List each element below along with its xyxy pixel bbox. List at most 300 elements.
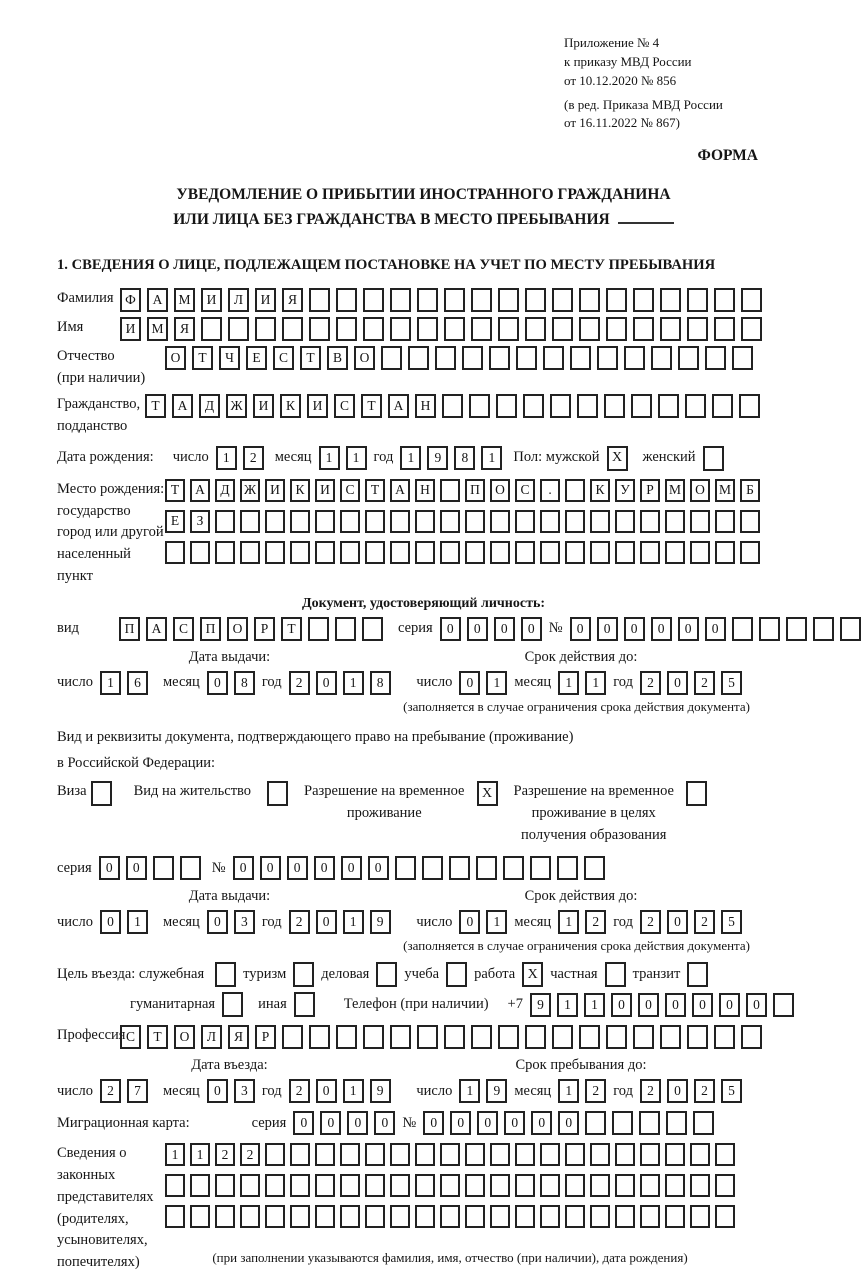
char-box[interactable]: Я <box>282 288 303 312</box>
char-box[interactable]: О <box>227 617 248 641</box>
char-box[interactable] <box>240 510 260 533</box>
char-box[interactable] <box>365 510 385 533</box>
sex-male-checkbox[interactable]: X <box>607 446 628 471</box>
char-box[interactable]: 0 <box>100 910 121 934</box>
char-box[interactable] <box>408 346 429 370</box>
char-box[interactable] <box>525 1025 546 1049</box>
char-box[interactable] <box>515 510 535 533</box>
char-box[interactable] <box>444 1025 465 1049</box>
char-box[interactable] <box>615 1205 635 1228</box>
char-box[interactable] <box>685 394 706 418</box>
char-box[interactable] <box>590 1174 610 1197</box>
char-box[interactable] <box>215 510 235 533</box>
char-box[interactable] <box>590 1143 610 1166</box>
char-box[interactable] <box>579 317 600 341</box>
char-box[interactable] <box>265 510 285 533</box>
char-box[interactable] <box>471 1025 492 1049</box>
char-box[interactable]: 0 <box>316 671 337 695</box>
char-box[interactable] <box>615 510 635 533</box>
char-box[interactable] <box>633 317 654 341</box>
char-box[interactable] <box>240 541 260 564</box>
char-box[interactable]: 1 <box>216 446 237 470</box>
temp-residence-checkbox[interactable]: X <box>477 781 498 806</box>
char-box[interactable]: В <box>327 346 348 370</box>
char-box[interactable] <box>690 541 710 564</box>
char-box[interactable] <box>741 1025 762 1049</box>
char-box[interactable]: 2 <box>694 671 715 695</box>
char-box[interactable] <box>690 1143 710 1166</box>
char-box[interactable]: 1 <box>346 446 367 470</box>
char-box[interactable] <box>759 617 780 641</box>
char-box[interactable] <box>390 317 411 341</box>
char-box[interactable]: Т <box>145 394 166 418</box>
char-box[interactable] <box>490 510 510 533</box>
char-box[interactable]: Д <box>215 479 235 502</box>
char-box[interactable]: Ж <box>226 394 247 418</box>
char-box[interactable] <box>690 1174 710 1197</box>
char-box[interactable] <box>687 1025 708 1049</box>
visa-checkbox[interactable] <box>91 781 112 806</box>
char-box[interactable] <box>523 394 544 418</box>
char-box[interactable] <box>577 394 598 418</box>
purpose-transit-checkbox[interactable] <box>687 962 708 987</box>
char-box[interactable]: А <box>390 479 410 502</box>
char-box[interactable] <box>417 288 438 312</box>
char-box[interactable]: 2 <box>289 910 310 934</box>
char-box[interactable]: О <box>165 346 186 370</box>
char-box[interactable]: 1 <box>343 1079 364 1103</box>
char-box[interactable] <box>440 1143 460 1166</box>
char-box[interactable]: Н <box>415 479 435 502</box>
char-box[interactable] <box>606 317 627 341</box>
char-box[interactable]: 0 <box>611 993 632 1017</box>
purpose-official-checkbox[interactable] <box>215 962 236 987</box>
char-box[interactable] <box>440 1174 460 1197</box>
char-box[interactable] <box>739 394 760 418</box>
char-box[interactable] <box>565 510 585 533</box>
char-box[interactable] <box>540 1205 560 1228</box>
char-box[interactable]: 2 <box>243 446 264 470</box>
char-box[interactable] <box>515 1174 535 1197</box>
char-box[interactable] <box>715 1205 735 1228</box>
char-box[interactable] <box>471 288 492 312</box>
char-box[interactable] <box>651 346 672 370</box>
char-box[interactable] <box>435 346 456 370</box>
char-box[interactable] <box>584 856 605 880</box>
char-box[interactable]: А <box>146 617 167 641</box>
char-box[interactable] <box>449 856 470 880</box>
char-box[interactable]: Л <box>228 288 249 312</box>
char-box[interactable]: 0 <box>207 1079 228 1103</box>
char-box[interactable]: 6 <box>127 671 148 695</box>
char-box[interactable]: Т <box>165 479 185 502</box>
char-box[interactable] <box>515 541 535 564</box>
char-box[interactable]: И <box>307 394 328 418</box>
char-box[interactable] <box>732 346 753 370</box>
char-box[interactable] <box>624 346 645 370</box>
char-box[interactable] <box>715 1143 735 1166</box>
char-box[interactable] <box>265 1205 285 1228</box>
char-box[interactable]: 0 <box>719 993 740 1017</box>
char-box[interactable]: 0 <box>678 617 699 641</box>
char-box[interactable] <box>390 1205 410 1228</box>
char-box[interactable] <box>740 510 760 533</box>
char-box[interactable] <box>570 346 591 370</box>
char-box[interactable]: 0 <box>347 1111 368 1135</box>
char-box[interactable]: 1 <box>558 1079 579 1103</box>
char-box[interactable] <box>786 617 807 641</box>
char-box[interactable] <box>290 1143 310 1166</box>
char-box[interactable]: 3 <box>234 910 255 934</box>
char-box[interactable] <box>705 346 726 370</box>
char-box[interactable]: 0 <box>504 1111 525 1135</box>
char-box[interactable]: 0 <box>477 1111 498 1135</box>
char-box[interactable]: 0 <box>651 617 672 641</box>
char-box[interactable]: 9 <box>427 446 448 470</box>
char-box[interactable] <box>290 1205 310 1228</box>
char-box[interactable] <box>640 541 660 564</box>
char-box[interactable] <box>282 1025 303 1049</box>
char-box[interactable]: М <box>147 317 168 341</box>
char-box[interactable] <box>490 1174 510 1197</box>
char-box[interactable] <box>336 1025 357 1049</box>
char-box[interactable] <box>489 346 510 370</box>
char-box[interactable]: 0 <box>667 910 688 934</box>
char-box[interactable]: 0 <box>320 1111 341 1135</box>
char-box[interactable]: 9 <box>370 910 391 934</box>
char-box[interactable]: 0 <box>341 856 362 880</box>
char-box[interactable] <box>540 510 560 533</box>
char-box[interactable]: 0 <box>368 856 389 880</box>
char-box[interactable]: О <box>174 1025 195 1049</box>
char-box[interactable] <box>665 1143 685 1166</box>
char-box[interactable] <box>390 510 410 533</box>
char-box[interactable]: 0 <box>316 1079 337 1103</box>
char-box[interactable] <box>579 288 600 312</box>
char-box[interactable] <box>666 1111 687 1135</box>
char-box[interactable]: И <box>315 479 335 502</box>
char-box[interactable]: 0 <box>705 617 726 641</box>
char-box[interactable]: А <box>388 394 409 418</box>
char-box[interactable] <box>442 394 463 418</box>
char-box[interactable] <box>362 617 383 641</box>
char-box[interactable]: 0 <box>287 856 308 880</box>
char-box[interactable]: 0 <box>207 671 228 695</box>
char-box[interactable] <box>390 1025 411 1049</box>
char-box[interactable] <box>660 1025 681 1049</box>
char-box[interactable] <box>714 317 735 341</box>
char-box[interactable] <box>381 346 402 370</box>
char-box[interactable] <box>690 1205 710 1228</box>
char-box[interactable] <box>687 288 708 312</box>
char-box[interactable]: 2 <box>640 910 661 934</box>
char-box[interactable] <box>365 541 385 564</box>
char-box[interactable] <box>190 1174 210 1197</box>
char-box[interactable]: Ч <box>219 346 240 370</box>
char-box[interactable]: М <box>665 479 685 502</box>
char-box[interactable] <box>741 317 762 341</box>
char-box[interactable] <box>540 1143 560 1166</box>
char-box[interactable]: 2 <box>640 1079 661 1103</box>
purpose-private-checkbox[interactable] <box>605 962 626 987</box>
char-box[interactable]: 0 <box>521 617 542 641</box>
char-box[interactable] <box>390 1174 410 1197</box>
char-box[interactable] <box>665 1205 685 1228</box>
char-box[interactable]: 0 <box>423 1111 444 1135</box>
char-box[interactable] <box>395 856 416 880</box>
char-box[interactable]: 0 <box>99 856 120 880</box>
char-box[interactable] <box>440 479 460 502</box>
char-box[interactable] <box>715 541 735 564</box>
char-box[interactable]: Д <box>199 394 220 418</box>
char-box[interactable]: 1 <box>481 446 502 470</box>
char-box[interactable]: 0 <box>665 993 686 1017</box>
char-box[interactable]: И <box>265 479 285 502</box>
char-box[interactable]: 1 <box>319 446 340 470</box>
char-box[interactable]: 1 <box>486 671 507 695</box>
char-box[interactable] <box>615 1143 635 1166</box>
char-box[interactable] <box>585 1111 606 1135</box>
char-box[interactable]: Я <box>174 317 195 341</box>
char-box[interactable]: Я <box>228 1025 249 1049</box>
temp-residence-edu-checkbox[interactable] <box>686 781 707 806</box>
char-box[interactable]: 0 <box>459 671 480 695</box>
char-box[interactable]: А <box>172 394 193 418</box>
char-box[interactable] <box>543 346 564 370</box>
char-box[interactable] <box>390 1143 410 1166</box>
char-box[interactable]: 1 <box>343 910 364 934</box>
char-box[interactable]: 2 <box>240 1143 260 1166</box>
char-box[interactable] <box>665 510 685 533</box>
char-box[interactable]: . <box>540 479 560 502</box>
char-box[interactable] <box>840 617 861 641</box>
char-box[interactable]: 0 <box>314 856 335 880</box>
char-box[interactable]: 0 <box>440 617 461 641</box>
char-box[interactable]: 0 <box>316 910 337 934</box>
char-box[interactable] <box>309 288 330 312</box>
char-box[interactable] <box>365 1174 385 1197</box>
char-box[interactable] <box>490 541 510 564</box>
char-box[interactable] <box>640 1174 660 1197</box>
char-box[interactable] <box>490 1143 510 1166</box>
char-box[interactable] <box>180 856 201 880</box>
char-box[interactable]: З <box>190 510 210 533</box>
char-box[interactable] <box>604 394 625 418</box>
char-box[interactable]: 0 <box>558 1111 579 1135</box>
char-box[interactable]: К <box>280 394 301 418</box>
char-box[interactable]: Т <box>300 346 321 370</box>
char-box[interactable] <box>732 617 753 641</box>
char-box[interactable] <box>498 1025 519 1049</box>
char-box[interactable]: Р <box>254 617 275 641</box>
char-box[interactable] <box>465 1174 485 1197</box>
char-box[interactable] <box>515 1143 535 1166</box>
char-box[interactable]: С <box>120 1025 141 1049</box>
char-box[interactable]: 0 <box>260 856 281 880</box>
char-box[interactable]: 0 <box>233 856 254 880</box>
char-box[interactable]: 2 <box>585 910 606 934</box>
char-box[interactable]: 5 <box>721 1079 742 1103</box>
char-box[interactable] <box>462 346 483 370</box>
char-box[interactable]: 0 <box>126 856 147 880</box>
char-box[interactable] <box>557 856 578 880</box>
char-box[interactable] <box>516 346 537 370</box>
purpose-study-checkbox[interactable] <box>446 962 467 987</box>
char-box[interactable] <box>640 510 660 533</box>
char-box[interactable] <box>265 1174 285 1197</box>
char-box[interactable] <box>315 1143 335 1166</box>
char-box[interactable] <box>308 617 329 641</box>
char-box[interactable] <box>476 856 497 880</box>
char-box[interactable]: Т <box>147 1025 168 1049</box>
char-box[interactable] <box>615 541 635 564</box>
char-box[interactable] <box>579 1025 600 1049</box>
char-box[interactable] <box>265 541 285 564</box>
char-box[interactable]: Е <box>165 510 185 533</box>
char-box[interactable] <box>590 510 610 533</box>
char-box[interactable] <box>153 856 174 880</box>
char-box[interactable] <box>552 288 573 312</box>
char-box[interactable]: 2 <box>640 671 661 695</box>
char-box[interactable]: Ф <box>120 288 141 312</box>
char-box[interactable] <box>773 993 794 1017</box>
char-box[interactable]: 0 <box>667 1079 688 1103</box>
char-box[interactable] <box>597 346 618 370</box>
char-box[interactable] <box>415 510 435 533</box>
residence-permit-checkbox[interactable] <box>267 781 288 806</box>
char-box[interactable] <box>315 541 335 564</box>
char-box[interactable]: 0 <box>207 910 228 934</box>
char-box[interactable] <box>340 541 360 564</box>
char-box[interactable]: 9 <box>530 993 551 1017</box>
char-box[interactable] <box>640 1143 660 1166</box>
char-box[interactable]: 1 <box>486 910 507 934</box>
char-box[interactable]: 0 <box>450 1111 471 1135</box>
char-box[interactable] <box>658 394 679 418</box>
char-box[interactable]: 1 <box>190 1143 210 1166</box>
char-box[interactable] <box>490 1205 510 1228</box>
char-box[interactable] <box>525 317 546 341</box>
char-box[interactable] <box>422 856 443 880</box>
char-box[interactable] <box>440 541 460 564</box>
char-box[interactable] <box>687 317 708 341</box>
char-box[interactable] <box>540 1174 560 1197</box>
char-box[interactable] <box>215 1205 235 1228</box>
char-box[interactable] <box>417 317 438 341</box>
char-box[interactable] <box>633 1025 654 1049</box>
char-box[interactable] <box>740 541 760 564</box>
char-box[interactable]: Е <box>246 346 267 370</box>
char-box[interactable] <box>336 317 357 341</box>
char-box[interactable] <box>228 317 249 341</box>
char-box[interactable] <box>309 317 330 341</box>
char-box[interactable] <box>565 1205 585 1228</box>
char-box[interactable]: 2 <box>585 1079 606 1103</box>
char-box[interactable] <box>552 317 573 341</box>
char-box[interactable]: 1 <box>165 1143 185 1166</box>
char-box[interactable]: С <box>340 479 360 502</box>
char-box[interactable]: 0 <box>570 617 591 641</box>
char-box[interactable]: Т <box>365 479 385 502</box>
char-box[interactable] <box>290 510 310 533</box>
char-box[interactable] <box>498 317 519 341</box>
char-box[interactable] <box>444 288 465 312</box>
char-box[interactable] <box>639 1111 660 1135</box>
char-box[interactable] <box>415 541 435 564</box>
char-box[interactable] <box>440 510 460 533</box>
char-box[interactable] <box>190 1205 210 1228</box>
char-box[interactable] <box>390 541 410 564</box>
char-box[interactable]: 2 <box>100 1079 121 1103</box>
char-box[interactable]: 1 <box>558 910 579 934</box>
char-box[interactable] <box>282 317 303 341</box>
char-box[interactable]: С <box>334 394 355 418</box>
char-box[interactable] <box>715 510 735 533</box>
char-box[interactable]: 0 <box>494 617 515 641</box>
char-box[interactable]: С <box>273 346 294 370</box>
char-box[interactable]: 1 <box>584 993 605 1017</box>
char-box[interactable] <box>552 1025 573 1049</box>
char-box[interactable]: О <box>490 479 510 502</box>
char-box[interactable] <box>631 394 652 418</box>
char-box[interactable]: И <box>120 317 141 341</box>
char-box[interactable]: 0 <box>638 993 659 1017</box>
char-box[interactable] <box>415 1174 435 1197</box>
char-box[interactable]: 0 <box>624 617 645 641</box>
char-box[interactable]: 1 <box>100 671 121 695</box>
char-box[interactable]: 3 <box>234 1079 255 1103</box>
char-box[interactable]: И <box>253 394 274 418</box>
char-box[interactable]: 0 <box>374 1111 395 1135</box>
char-box[interactable] <box>715 1174 735 1197</box>
char-box[interactable]: 1 <box>459 1079 480 1103</box>
char-box[interactable]: 0 <box>692 993 713 1017</box>
char-box[interactable] <box>444 317 465 341</box>
char-box[interactable] <box>565 541 585 564</box>
char-box[interactable]: Р <box>255 1025 276 1049</box>
char-box[interactable] <box>201 317 222 341</box>
char-box[interactable]: 2 <box>694 910 715 934</box>
char-box[interactable] <box>565 479 585 502</box>
char-box[interactable]: 8 <box>454 446 475 470</box>
char-box[interactable]: Б <box>740 479 760 502</box>
char-box[interactable]: М <box>174 288 195 312</box>
char-box[interactable]: 1 <box>127 910 148 934</box>
char-box[interactable] <box>590 1205 610 1228</box>
char-box[interactable]: А <box>190 479 210 502</box>
char-box[interactable]: Н <box>415 394 436 418</box>
char-box[interactable] <box>660 317 681 341</box>
char-box[interactable] <box>240 1174 260 1197</box>
char-box[interactable] <box>465 1205 485 1228</box>
char-box[interactable] <box>336 288 357 312</box>
char-box[interactable] <box>315 510 335 533</box>
char-box[interactable]: Т <box>281 617 302 641</box>
char-box[interactable] <box>540 541 560 564</box>
char-box[interactable] <box>496 394 517 418</box>
char-box[interactable] <box>340 1174 360 1197</box>
char-box[interactable] <box>606 1025 627 1049</box>
char-box[interactable] <box>215 541 235 564</box>
char-box[interactable] <box>363 288 384 312</box>
char-box[interactable]: 8 <box>234 671 255 695</box>
char-box[interactable] <box>612 1111 633 1135</box>
char-box[interactable] <box>165 1174 185 1197</box>
char-box[interactable] <box>265 1143 285 1166</box>
char-box[interactable] <box>465 541 485 564</box>
purpose-other-checkbox[interactable] <box>294 992 315 1017</box>
char-box[interactable]: А <box>147 288 168 312</box>
